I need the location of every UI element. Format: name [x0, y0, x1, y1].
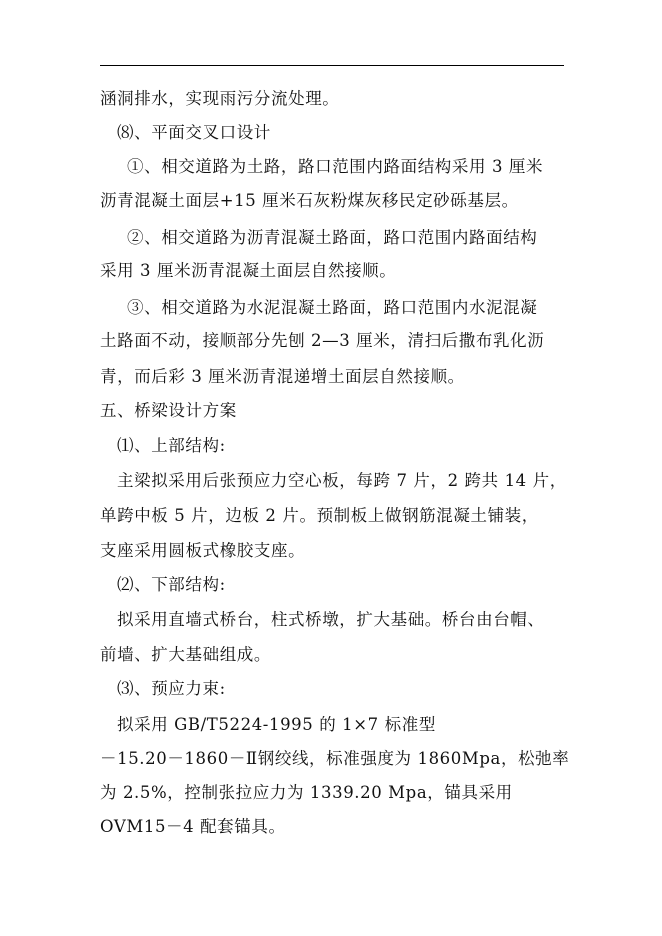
text-line: 采用 3 厘米沥青混凝土面层自然接顺。 [100, 261, 397, 280]
text-line: 支座采用圆板式橡胶支座。 [100, 541, 306, 560]
text-line: ①、相交道路为土路，路口范围内路面结构采用 3 厘米 [127, 157, 544, 176]
subsection-heading: ⑴、上部结构: [117, 436, 226, 455]
subsection-heading: ⑵、下部结构: [117, 575, 226, 594]
text-line: 主梁拟采用后张预应力空心板，每跨 7 片，2 跨共 14 片， [117, 471, 567, 490]
text-line: 前墙、扩大基础组成。 [100, 645, 271, 664]
text-line: 沥青混凝土面层+15 厘米石灰粉煤灰移民定砂砾基层。 [100, 191, 519, 210]
text-line: 单跨中板 5 片，边板 2 片。预制板上做钢筋混凝土铺装， [100, 506, 539, 525]
text-line: OVM15－4 配套锚具。 [100, 817, 286, 836]
text-line: 涵洞排水，实现雨污分流处理。 [100, 89, 340, 108]
text-line: 青，而后彩 3 厘米沥青混递增土面层自然接顺。 [100, 367, 465, 386]
text-line: ②、相交道路为沥青混凝土路面，路口范围内路面结构 [127, 228, 538, 247]
subsection-heading: ⑶、预应力束: [117, 679, 226, 698]
section-heading: ⑻、平面交叉口设计 [117, 123, 271, 142]
text-line: 拟采用 GB/T5224-1995 的 1×7 标准型 [117, 715, 436, 734]
text-line: ③、相交道路为水泥混凝土路面，路口范围内水泥混凝 [127, 298, 538, 317]
header-rule [100, 65, 564, 66]
text-line: 拟采用直墙式桥台，柱式桥墩，扩大基础。桥台由台帽、 [117, 610, 545, 629]
text-line: －15.20－1860－Ⅱ钢绞线，标准强度为 1860Mpa，松弛率 [100, 749, 570, 768]
section-heading: 五、桥梁设计方案 [100, 401, 237, 420]
text-line: 土路面不动，接顺部分先刨 2—3 厘米，清扫后撒布乳化沥 [100, 331, 545, 350]
text-line: 为 2.5%，控制张拉应力为 1339.20 Mpa，锚具采用 [100, 783, 513, 802]
